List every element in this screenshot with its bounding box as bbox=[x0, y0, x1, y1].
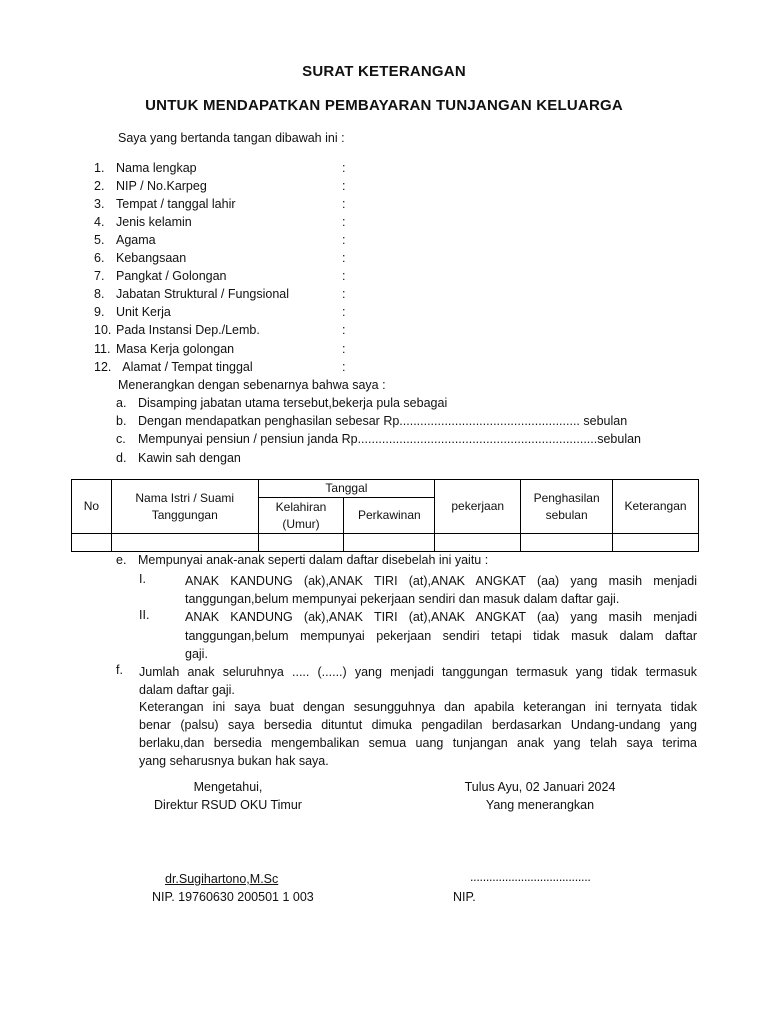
field-kebangsaan bbox=[94, 251, 394, 269]
signature-right-place-date: Tulus Ayu, 02 Januari 2024 bbox=[464, 780, 616, 794]
field-instansi bbox=[94, 323, 394, 341]
header-tanggal: Tanggal bbox=[258, 480, 435, 498]
field-colon: : bbox=[342, 323, 346, 337]
children-item-1-line2: tanggungan,belum mempunyai pekerjaan sendiri dan masuk dalam daftar gaji. bbox=[185, 592, 620, 606]
field-nama-lengkap bbox=[94, 161, 394, 179]
count-line2: dalam daftar gaji. bbox=[139, 683, 235, 697]
signature-left-label: Mengetahui, bbox=[193, 780, 263, 794]
signature-left-nip: NIP. 19760630 200501 1 003 bbox=[152, 890, 314, 904]
intro-text: Saya yang bertanda tangan dibawah ini : bbox=[118, 131, 345, 145]
cell-kelahiran bbox=[258, 534, 344, 552]
header-keterangan: Keterangan bbox=[613, 480, 699, 534]
cell-perkawinan bbox=[344, 534, 435, 552]
field-label: Jenis kelamin bbox=[116, 215, 192, 229]
field-number: 4. bbox=[94, 215, 105, 229]
document-title: SURAT KETERANGAN bbox=[302, 63, 466, 80]
cell-nama bbox=[111, 534, 258, 552]
field-tempat-tanggal-lahir bbox=[94, 197, 394, 215]
declaration-intro: Menerangkan dengan sebenarnya bahwa saya : bbox=[118, 378, 386, 392]
signature-left-title: Direktur RSUD OKU Timur bbox=[154, 798, 302, 812]
field-label: Agama bbox=[116, 233, 156, 247]
statement-marker: b. bbox=[116, 414, 127, 428]
field-masa-kerja bbox=[94, 342, 394, 360]
field-agama bbox=[94, 233, 394, 251]
field-label: Pangkat / Golongan bbox=[116, 269, 227, 283]
header-penghasilan-line1: Penghasilan bbox=[533, 490, 600, 505]
field-label: Masa Kerja golongan bbox=[116, 342, 235, 356]
field-colon: : bbox=[342, 342, 346, 356]
table-row bbox=[72, 534, 699, 552]
field-label: Alamat / Tempat tinggal bbox=[116, 360, 253, 374]
children-item-marker-2: II. bbox=[139, 608, 150, 622]
cell-penghasilan bbox=[521, 534, 613, 552]
field-label: Nama lengkap bbox=[116, 161, 197, 175]
document-subtitle: UNTUK MENDAPATKAN PEMBAYARAN TUNJANGAN KELUARGA bbox=[145, 97, 623, 114]
statement-text: Disamping jabatan utama tersebut,bekerja pula sebagai bbox=[138, 396, 448, 410]
field-colon: : bbox=[342, 233, 346, 247]
closing-line2: benar (palsu) saya bersedia dituntut dimuka pengadilan berdasarkan Undang-undang yang bbox=[139, 718, 697, 732]
field-colon: : bbox=[342, 197, 346, 211]
table-header-row bbox=[72, 480, 699, 498]
field-label: Kebangsaan bbox=[116, 251, 187, 265]
field-colon: : bbox=[342, 360, 346, 374]
field-colon: : bbox=[342, 251, 346, 265]
children-item-2-line3: gaji. bbox=[185, 647, 208, 661]
signature-left-name: dr.Sugihartono,M.Sc bbox=[165, 872, 279, 886]
field-number: 7. bbox=[94, 269, 105, 283]
children-item-2-line1: ANAK KANDUNG (ak),ANAK TIRI (at),ANAK ANGKAT (aa) yang masih menjadi bbox=[185, 610, 697, 624]
field-label: Pada Instansi Dep./Lemb. bbox=[116, 323, 260, 337]
statement-text: Mempunyai anak-anak seperti dalam daftar disebelah ini yaitu : bbox=[138, 553, 489, 567]
cell-pekerjaan bbox=[435, 534, 521, 552]
field-number: 8. bbox=[94, 287, 105, 301]
signature-right-nip: NIP. bbox=[453, 890, 476, 904]
field-jenis-kelamin bbox=[94, 215, 394, 233]
field-number: 6. bbox=[94, 251, 105, 265]
field-colon: : bbox=[342, 215, 346, 229]
header-pekerjaan: pekerjaan bbox=[435, 480, 521, 534]
field-number: 11. bbox=[94, 342, 111, 356]
field-jabatan bbox=[94, 287, 394, 305]
statement-marker: e. bbox=[116, 553, 127, 567]
children-item-2-line2: tanggungan,belum mempunyai pekerjaan sendiri tetapi tidak masuk dalam daftar bbox=[185, 629, 697, 643]
field-number: 12. bbox=[94, 360, 112, 374]
header-penghasilan-line2: sebulan bbox=[545, 507, 588, 522]
field-alamat bbox=[94, 360, 394, 378]
cell-no bbox=[72, 534, 112, 552]
header-perkawinan: Perkawinan bbox=[344, 498, 435, 534]
spouse-table bbox=[71, 479, 699, 552]
statement-marker: a. bbox=[116, 396, 127, 410]
field-pangkat-golongan bbox=[94, 269, 394, 287]
field-nip bbox=[94, 179, 394, 197]
children-item-1-line1: ANAK KANDUNG (ak),ANAK TIRI (at),ANAK ANGKAT (aa) yang masih menjadi bbox=[185, 574, 697, 588]
field-label: Unit Kerja bbox=[116, 305, 171, 319]
closing-line4: yang seharusnya bukan hak saya. bbox=[139, 754, 329, 768]
closing-line1: Keterangan ini saya buat dengan sesungguhnya dan apabila keterangan ini ternyata tidak bbox=[139, 700, 697, 714]
field-number: 3. bbox=[94, 197, 105, 211]
header-kelahiran-line1: Kelahiran bbox=[275, 499, 327, 514]
children-item-marker-1: I. bbox=[139, 572, 146, 586]
header-kelahiran bbox=[258, 498, 344, 534]
count-line1: Jumlah anak seluruhnya ..... (......) yang menjadi tanggungan termasuk yang tidak termasuk bbox=[139, 665, 697, 679]
field-number: 2. bbox=[94, 179, 105, 193]
field-colon: : bbox=[342, 161, 346, 175]
field-label: Jabatan Struktural / Fungsional bbox=[116, 287, 290, 301]
signature-right-name: ...................................... bbox=[470, 870, 591, 884]
field-label: NIP / No.Karpeg bbox=[116, 179, 207, 193]
statement-text: Dengan mendapatkan penghasilan sebesar Rp.................................................... sebulan bbox=[138, 414, 628, 428]
closing-line3: berlaku,dan bersedia mengembalikan semua uang tunjangan anak yang telah saya terima bbox=[139, 736, 697, 750]
header-kelahiran-line2: (Umur) bbox=[282, 516, 320, 531]
cell-keterangan bbox=[613, 534, 699, 552]
header-no: No bbox=[72, 480, 112, 534]
count-marker: f. bbox=[116, 663, 123, 677]
statement-text: Mempunyai pensiun / pensiun janda Rp.....................................................................sebulan bbox=[138, 432, 642, 446]
header-nama-line2: Tanggungan bbox=[151, 507, 218, 522]
field-unit-kerja bbox=[94, 305, 394, 323]
header-penghasilan bbox=[521, 480, 613, 534]
signature-right-label: Yang menerangkan bbox=[485, 798, 595, 812]
statement-marker: c. bbox=[116, 432, 126, 446]
field-colon: : bbox=[342, 269, 346, 283]
field-number: 9. bbox=[94, 305, 105, 319]
statement-text: Kawin sah dengan bbox=[138, 451, 241, 465]
field-colon: : bbox=[342, 287, 346, 301]
statement-marker: d. bbox=[116, 451, 127, 465]
field-number: 5. bbox=[94, 233, 105, 247]
header-nama-line1: Nama Istri / Suami bbox=[135, 490, 235, 505]
field-colon: : bbox=[342, 179, 346, 193]
field-colon: : bbox=[342, 305, 346, 319]
field-label: Tempat / tanggal lahir bbox=[116, 197, 236, 211]
field-number: 1. bbox=[94, 161, 105, 175]
header-nama bbox=[111, 480, 258, 534]
field-number: 10. bbox=[94, 323, 112, 337]
